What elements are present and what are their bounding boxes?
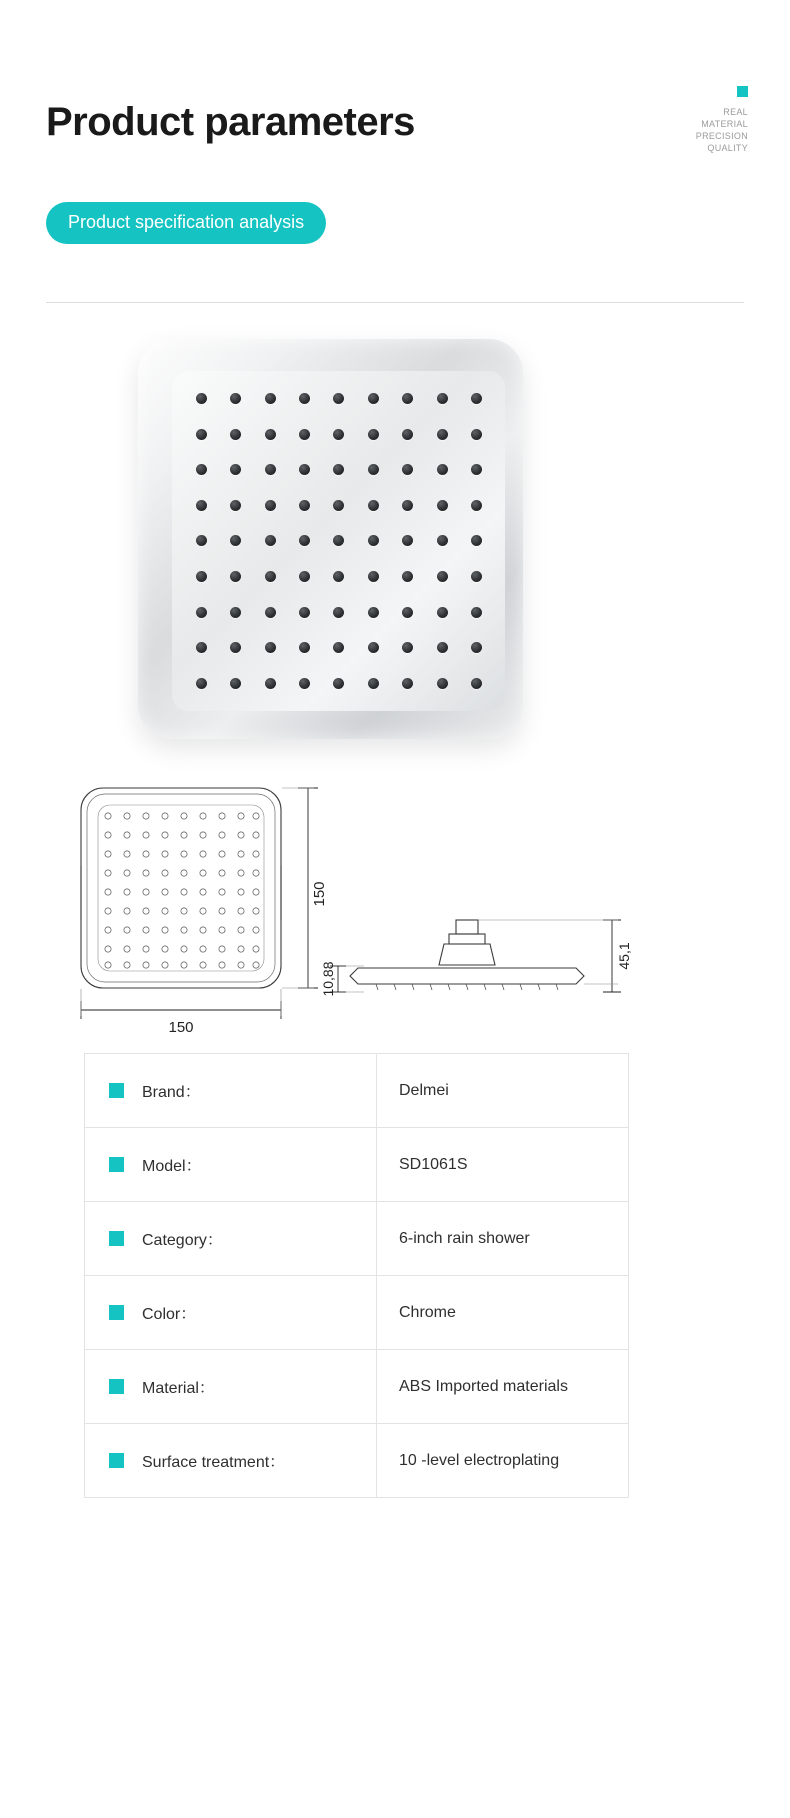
nozzle <box>265 535 276 546</box>
spec-label-cell <box>85 1276 377 1349</box>
nozzle <box>230 642 241 653</box>
corner-mark-line-3: PRECISION <box>695 131 748 141</box>
spec-label-text: Model： <box>142 1158 202 1175</box>
nozzle <box>402 607 413 618</box>
nozzle <box>230 429 241 440</box>
spec-value-cell: Chrome <box>399 1303 456 1321</box>
nozzle <box>265 678 276 689</box>
nozzle <box>333 464 344 475</box>
nozzle <box>437 393 448 404</box>
side-view-thickness-label: 10,88 <box>320 961 336 997</box>
nozzle <box>230 500 241 511</box>
nozzle <box>299 571 310 582</box>
nozzle <box>196 429 207 440</box>
table-row <box>85 1202 628 1276</box>
table-row <box>85 1276 628 1350</box>
nozzle <box>368 571 379 582</box>
nozzle <box>196 393 207 404</box>
front-view-width-label: 150 <box>168 1019 194 1035</box>
nozzle <box>471 571 482 582</box>
product-hero-image <box>130 334 530 754</box>
table-row <box>85 1054 628 1128</box>
spec-label-cell <box>85 1350 377 1423</box>
nozzle <box>230 535 241 546</box>
nozzle <box>471 429 482 440</box>
nozzle <box>333 535 344 546</box>
nozzle <box>437 678 448 689</box>
spec-value-cell: Delmei <box>399 1081 449 1099</box>
spec-label-cell <box>85 1202 377 1275</box>
nozzle <box>471 607 482 618</box>
nozzle <box>471 464 482 475</box>
nozzle <box>437 642 448 653</box>
nozzle <box>368 535 379 546</box>
nozzle <box>333 571 344 582</box>
nozzle <box>265 429 276 440</box>
spec-value-cell: SD1061S <box>399 1155 468 1173</box>
bullet-square-icon <box>109 1379 124 1394</box>
nozzle <box>265 642 276 653</box>
nozzle <box>437 607 448 618</box>
nozzle <box>333 607 344 618</box>
nozzle <box>402 464 413 475</box>
corner-mark-line-2: MATERIAL <box>701 119 748 129</box>
nozzle <box>299 535 310 546</box>
nozzle <box>437 571 448 582</box>
spec-label-cell <box>85 1128 377 1201</box>
nozzle <box>299 642 310 653</box>
nozzle <box>471 393 482 404</box>
side-view-height-label: 45,1 <box>616 942 632 970</box>
nozzle <box>265 464 276 475</box>
nozzle <box>471 500 482 511</box>
specification-badge: Product specification analysis <box>46 202 326 244</box>
header-divider <box>46 302 744 303</box>
table-row <box>85 1350 628 1424</box>
bullet-square-icon <box>109 1305 124 1320</box>
corner-mark-line-4: QUALITY <box>707 143 748 153</box>
spec-label-text: Brand： <box>142 1084 201 1101</box>
spec-table <box>84 1053 629 1498</box>
nozzle <box>368 678 379 689</box>
table-row <box>85 1128 628 1202</box>
nozzle <box>402 571 413 582</box>
shower-head-body <box>138 339 523 739</box>
nozzle <box>368 607 379 618</box>
spec-label-text: Color： <box>142 1306 197 1323</box>
nozzle <box>333 393 344 404</box>
nozzle <box>265 607 276 618</box>
corner-brand-mark <box>628 86 748 154</box>
nozzle-grid <box>184 381 494 701</box>
nozzle <box>230 393 241 404</box>
nozzle <box>299 678 310 689</box>
nozzle <box>368 500 379 511</box>
bullet-square-icon <box>109 1453 124 1468</box>
nozzle <box>196 607 207 618</box>
nozzle <box>230 678 241 689</box>
nozzle <box>299 464 310 475</box>
nozzle <box>299 500 310 511</box>
nozzle <box>299 429 310 440</box>
nozzle <box>265 393 276 404</box>
nozzle <box>265 500 276 511</box>
spec-label-cell <box>85 1424 377 1497</box>
spec-value-cell: ABS Imported materials <box>399 1377 568 1395</box>
nozzle <box>230 607 241 618</box>
bullet-square-icon <box>109 1231 124 1246</box>
nozzle <box>437 429 448 440</box>
nozzle <box>299 393 310 404</box>
nozzle <box>471 678 482 689</box>
spec-label-text: Category： <box>142 1232 223 1249</box>
nozzle <box>299 607 310 618</box>
nozzle <box>402 642 413 653</box>
nozzle <box>368 642 379 653</box>
nozzle <box>402 535 413 546</box>
nozzle <box>368 464 379 475</box>
nozzle <box>471 642 482 653</box>
nozzle <box>402 429 413 440</box>
nozzle <box>196 571 207 582</box>
nozzle <box>230 464 241 475</box>
nozzle <box>196 642 207 653</box>
nozzle <box>437 500 448 511</box>
spec-label-text: Material： <box>142 1380 215 1397</box>
bullet-square-icon <box>109 1157 124 1172</box>
technical-drawings <box>46 770 746 1035</box>
nozzle <box>368 429 379 440</box>
nozzle <box>265 571 276 582</box>
nozzle <box>368 393 379 404</box>
nozzle <box>196 678 207 689</box>
nozzle <box>230 571 241 582</box>
spec-value-cell: 10 -level electroplating <box>399 1451 560 1469</box>
nozzle <box>196 535 207 546</box>
front-view-height-label: 150 <box>311 881 328 907</box>
spec-label-cell <box>85 1054 377 1127</box>
nozzle <box>402 500 413 511</box>
nozzle <box>196 464 207 475</box>
bullet-square-icon <box>109 1083 124 1098</box>
nozzle <box>437 535 448 546</box>
corner-mark-line-1: REAL <box>723 107 748 117</box>
nozzle <box>437 464 448 475</box>
nozzle <box>333 678 344 689</box>
technical-drawing-svg <box>46 770 746 1035</box>
spec-label-text: Surface treatment： <box>142 1454 286 1471</box>
nozzle <box>196 500 207 511</box>
teal-square-icon <box>737 86 748 97</box>
nozzle <box>471 535 482 546</box>
nozzle <box>402 678 413 689</box>
page-title: Product parameters <box>46 100 415 144</box>
spec-value-cell: 6-inch rain shower <box>399 1229 530 1247</box>
nozzle <box>333 429 344 440</box>
nozzle <box>402 393 413 404</box>
nozzle <box>333 500 344 511</box>
nozzle <box>333 642 344 653</box>
table-row <box>85 1424 628 1498</box>
